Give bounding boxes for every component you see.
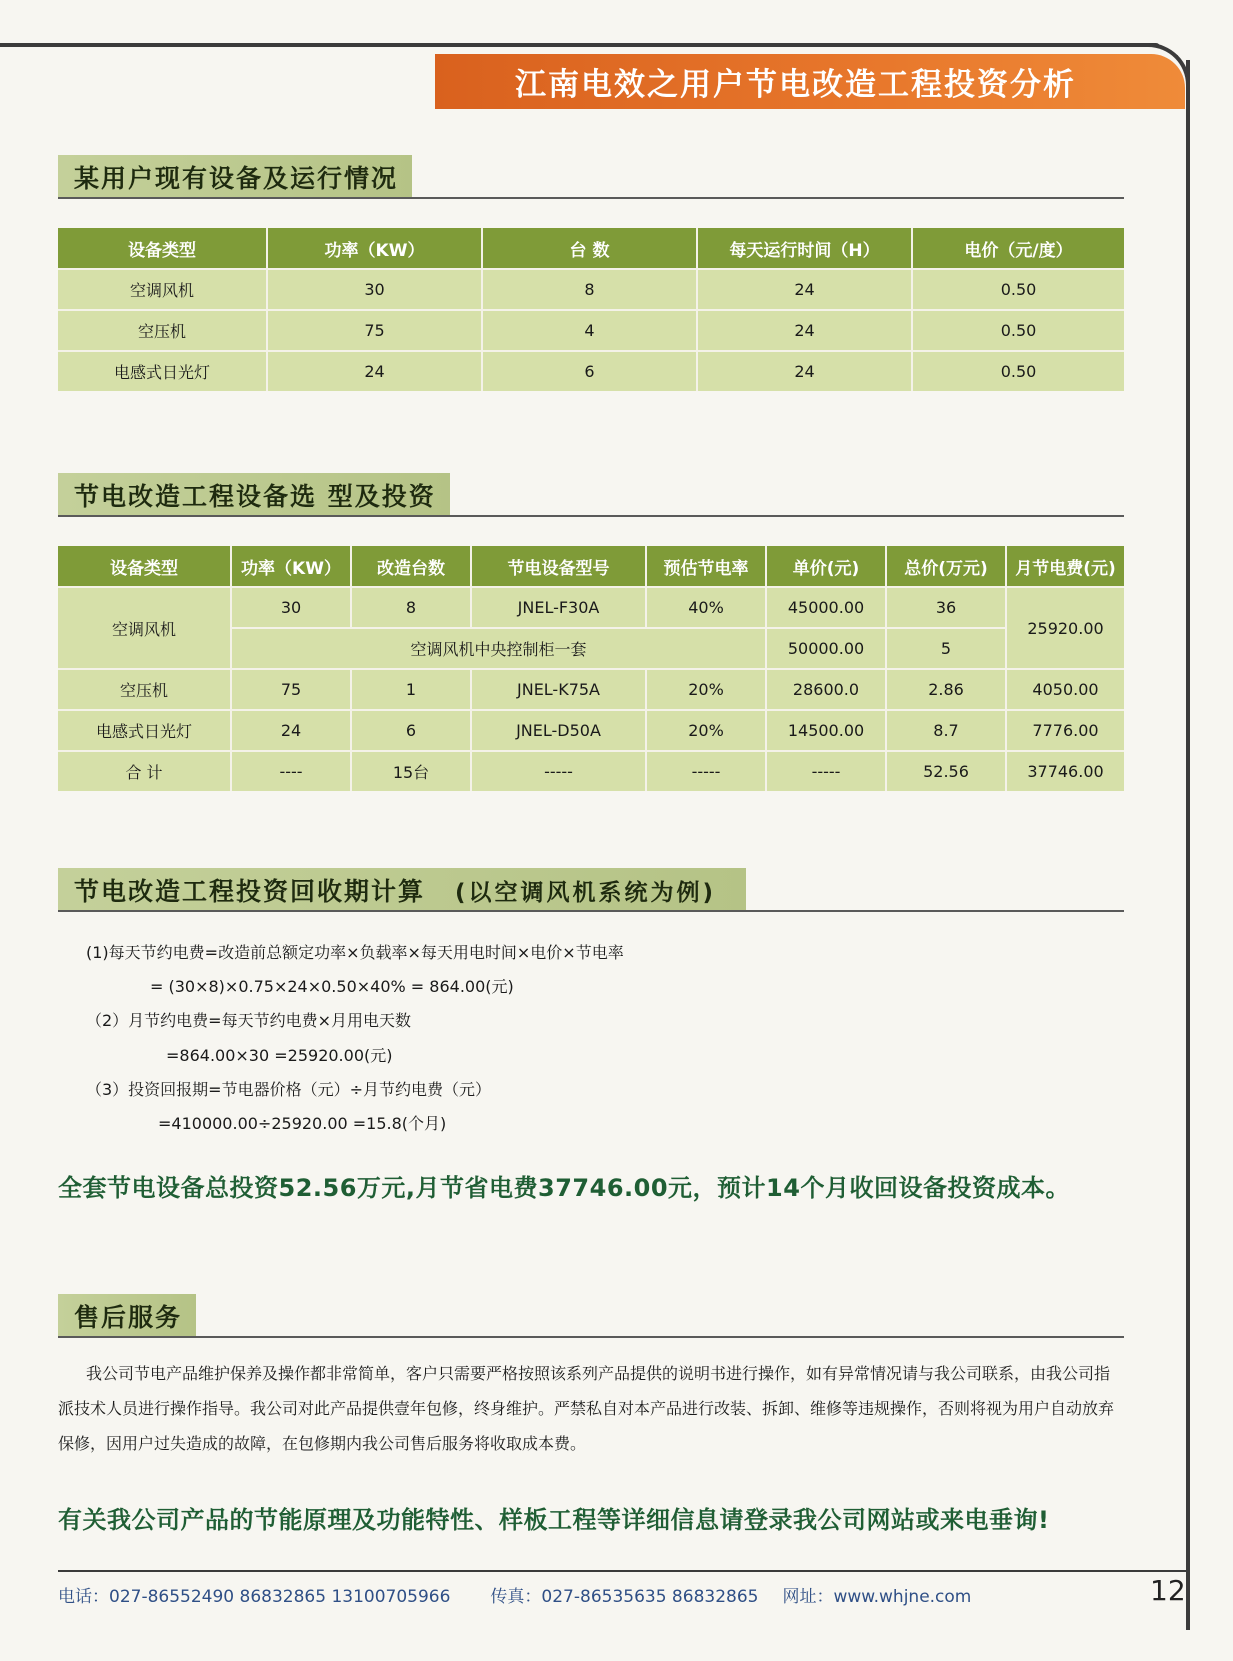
column-header: 设备类型 xyxy=(58,228,267,269)
table-header-row xyxy=(58,228,1124,269)
column-header: 功率（KW） xyxy=(267,228,482,269)
table-cell: 1 xyxy=(351,669,471,710)
footer-phone: 电话：027-86552490 86832865 13100705966 xyxy=(58,1587,451,1607)
table-cell: 24 xyxy=(267,351,482,391)
page-frame-top xyxy=(0,43,1160,47)
footer-website: 网址：www.whjne.com xyxy=(782,1587,972,1607)
current-equipment-table xyxy=(58,228,1124,391)
calc-line: (1)每天节约电费=改造前总额定功率×负载率×每天用电时间×电价×节电率 xyxy=(86,943,624,962)
table-cell: 空压机 xyxy=(58,310,267,351)
footer-rule xyxy=(58,1570,1188,1572)
page-frame-right xyxy=(1186,60,1190,1630)
table-row xyxy=(58,669,1124,710)
table-cell: 8 xyxy=(482,269,697,310)
table-cell: ----- xyxy=(766,751,886,791)
page-title: 江南电效之用户节电改造工程投资分析 xyxy=(515,67,1076,103)
calc-line: （2）月节约电费=每天节约电费×月用电天数 xyxy=(86,1011,411,1030)
table-cell: 30 xyxy=(267,269,482,310)
table-cell: 合 计 xyxy=(58,751,231,791)
table-cell: 52.56 xyxy=(886,751,1006,791)
after-sales-text: 我公司节电产品维护保养及操作都非常简单，客户只需要严格按照该系列产品提供的说明书进行操作，如有异常情况请与我公司联系，由我公司指派技术人员进行操作指导。我公司对此产品提供壹年包修，终身维护。严禁私自对本产品进行改装、拆卸、维修等违规操作，否则将视为用户自动放弃保修，因用户过失造成的故障，在包修期内我公司售后服务将收取成本费。 xyxy=(58,1364,1115,1453)
table-row xyxy=(58,710,1124,751)
calc-line: =864.00×30 =25920.00(元) xyxy=(166,1046,393,1065)
calc-line: （3）投资回报期=节电器价格（元）÷月节约电费（元） xyxy=(86,1080,491,1099)
table-cell: 8 xyxy=(351,587,471,628)
table-row xyxy=(58,310,1124,351)
table-cell: 45000.00 xyxy=(766,587,886,628)
section-title-payback-calculation: 节电改造工程投资回收期计算 (以空调风机系统为例) xyxy=(58,868,746,912)
table-cell: 20% xyxy=(646,710,766,751)
table-cell: 15台 xyxy=(351,751,471,791)
table-header-row xyxy=(58,546,1124,587)
column-header: 电价（元/度） xyxy=(912,228,1124,269)
table-row xyxy=(58,351,1124,391)
table-cell: 75 xyxy=(267,310,482,351)
table-cell: 5 xyxy=(886,628,1006,669)
table-cell: 7776.00 xyxy=(1006,710,1124,751)
table-cell: 25920.00 xyxy=(1006,587,1124,669)
column-header: 改造台数 xyxy=(351,546,471,587)
footer-fax: 传真：027-86535635 86832865 xyxy=(490,1587,759,1607)
table-row-total xyxy=(58,751,1124,791)
column-header: 设备类型 xyxy=(58,546,231,587)
column-header: 预估节电率 xyxy=(646,546,766,587)
table-row xyxy=(58,269,1124,310)
page-header-banner xyxy=(435,54,1185,109)
table-cell: 空调风机 xyxy=(58,269,267,310)
section-subtitle: (以空调风机系统为例) xyxy=(455,879,717,906)
table-cell: JNEL-F30A xyxy=(471,587,646,628)
table-cell: 2.86 xyxy=(886,669,1006,710)
section-rule xyxy=(58,197,1124,199)
table-cell: 37746.00 xyxy=(1006,751,1124,791)
table-cell: 14500.00 xyxy=(766,710,886,751)
table-cell: 6 xyxy=(482,351,697,391)
page-number: 12 xyxy=(1150,1574,1186,1607)
table-cell: 空压机 xyxy=(58,669,231,710)
table-cell: JNEL-D50A xyxy=(471,710,646,751)
table-cell: 8.7 xyxy=(886,710,1006,751)
table-row xyxy=(58,587,1124,628)
table-cell: 75 xyxy=(231,669,351,710)
table-cell: 4 xyxy=(482,310,697,351)
table-cell: ----- xyxy=(471,751,646,791)
table-cell: 0.50 xyxy=(912,269,1124,310)
table-cell: 24 xyxy=(697,310,912,351)
table-cell: JNEL-K75A xyxy=(471,669,646,710)
table-cell: ----- xyxy=(646,751,766,791)
table-cell: 4050.00 xyxy=(1006,669,1124,710)
table-cell: 电感式日光灯 xyxy=(58,351,267,391)
table-cell: 40% xyxy=(646,587,766,628)
section-title-after-sales: 售后服务 xyxy=(58,1294,196,1338)
section-title-current-equipment: 某用户现有设备及运行情况 xyxy=(58,155,412,199)
calc-line: = (30×8)×0.75×24×0.50×40% = 864.00(元) xyxy=(150,977,514,996)
table-cell: 6 xyxy=(351,710,471,751)
section-rule xyxy=(58,910,1124,912)
section-rule xyxy=(58,1336,1124,1338)
column-header: 功率（KW） xyxy=(231,546,351,587)
table-cell: 20% xyxy=(646,669,766,710)
table-cell: 36 xyxy=(886,587,1006,628)
column-header: 单价(元) xyxy=(766,546,886,587)
investment-summary: 全套节电设备总投资52.56万元,月节省电费37746.00元，预计14个月收回设备投资成本。 xyxy=(58,1174,1070,1202)
calc-line: =410000.00÷25920.00 =15.8(个月) xyxy=(158,1114,447,1133)
section-rule xyxy=(58,515,1124,517)
column-header: 月节电费(元) xyxy=(1006,546,1124,587)
table-cell: 空调风机 xyxy=(58,587,231,669)
column-header: 总价(万元) xyxy=(886,546,1006,587)
table-cell: 空调风机中央控制柜一套 xyxy=(231,628,766,669)
retrofit-investment-table xyxy=(58,546,1124,791)
contact-invitation: 有关我公司产品的节能原理及功能特性、样板工程等详细信息请登录我公司网站或来电垂询! xyxy=(58,1506,1050,1534)
table-cell: 24 xyxy=(231,710,351,751)
table-cell: 0.50 xyxy=(912,351,1124,391)
section-title-retrofit-investment: 节电改造工程设备选 型及投资 xyxy=(58,473,450,517)
table-cell: 28600.0 xyxy=(766,669,886,710)
table-cell: 24 xyxy=(697,351,912,391)
table-cell: ---- xyxy=(231,751,351,791)
footer-contact xyxy=(58,1582,971,1607)
column-header: 每天运行时间（H） xyxy=(697,228,912,269)
column-header: 节电设备型号 xyxy=(471,546,646,587)
table-cell: 30 xyxy=(231,587,351,628)
table-cell: 50000.00 xyxy=(766,628,886,669)
table-cell: 0.50 xyxy=(912,310,1124,351)
table-cell: 24 xyxy=(697,269,912,310)
column-header: 台 数 xyxy=(482,228,697,269)
table-cell: 电感式日光灯 xyxy=(58,710,231,751)
